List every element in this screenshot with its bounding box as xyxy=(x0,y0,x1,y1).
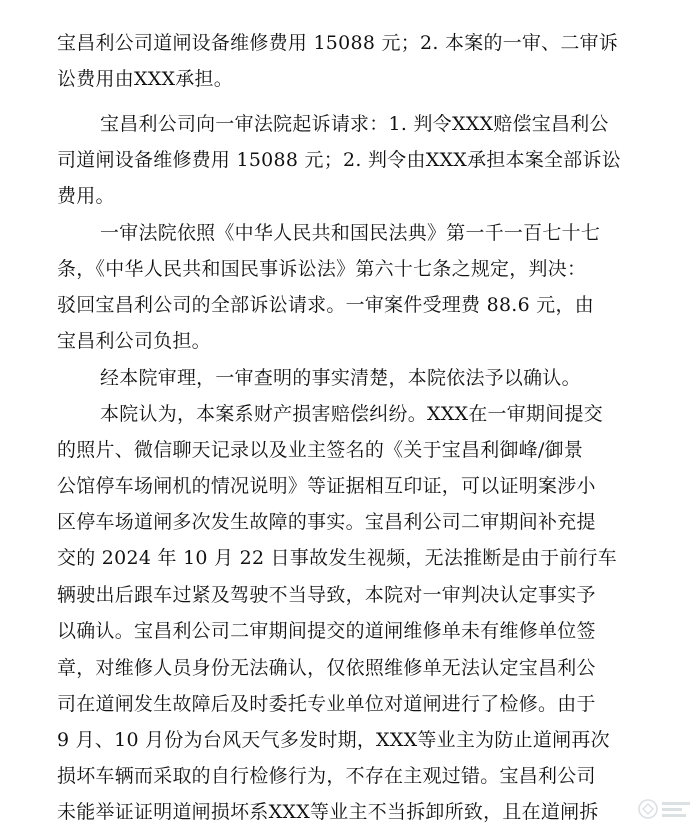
text-line: 条，《中华人民共和国民事诉讼法》第六十七条之规定，判决： xyxy=(57,258,587,280)
text-line: 经本院审理，一审查明的事实清楚，本院依法予以确认。 xyxy=(100,367,581,389)
text-line: 公馆停车场闸机的情况说明》等证据相互印证，可以证明案涉小 xyxy=(57,475,596,497)
text-line: 未能举证证明道闸损坏系XXX等业主不当拆卸所致，且在道闸拆 xyxy=(57,801,599,823)
text-line: 章，对维修人员身份无法确认，仅依照维修单无法认定宝昌利公 xyxy=(57,657,596,679)
text-line: 司道闸设备维修费用 15088 元；2. 判令由XXX承担本案全部诉讼 xyxy=(57,149,622,171)
text-line: 驳回宝昌利公司的全部诉讼请求。一审案件受理费 88.6 元，由 xyxy=(57,294,595,316)
text-line: 9 月、10 月份为台风天气多发时期，XXX等业主为防止道闸再次 xyxy=(57,729,610,751)
text-line: 司在道闸发生故障后及时委托专业单位对道闸进行了检修。由于 xyxy=(57,693,596,715)
text-line: 辆驶出后跟车过紧及驾驶不当导致，本院对一审判决认定事实予 xyxy=(57,584,596,606)
text-line: 的照片、微信聊天记录以及业主签名的《关于宝昌利御峰/御景 xyxy=(57,439,584,461)
text-line: 宝昌利公司负担。 xyxy=(57,330,211,352)
text-line: 讼费用由XXX承担。 xyxy=(57,68,234,90)
text-line: 费用。 xyxy=(57,185,115,207)
text-line: 宝昌利公司向一审法院起诉请求：1. 判令XXX赔偿宝昌利公 xyxy=(100,113,609,135)
text-line: 区停车场道闸多次发生故障的事实。宝昌利公司二审期间补充提 xyxy=(57,511,596,533)
text-line: 以确认。宝昌利公司二审期间提交的道闸维修单未有维修单位签 xyxy=(57,620,596,642)
text-line: 损坏车辆而采取的自行检修行为，不存在主观过错。宝昌利公司 xyxy=(57,765,596,787)
text-line: 宝昌利公司道闸设备维修费用 15088 元；2. 本案的一审、二审诉 xyxy=(57,32,619,54)
text-line: 本院认为，本案系财产损害赔偿纠纷。XXX在一审期间提交 xyxy=(100,403,603,425)
text-line: 交的 2024 年 10 月 22 日事故发生视频，无法推断是由于前行车 xyxy=(57,547,618,569)
watermark-logo xyxy=(636,796,696,822)
text-line: 一审法院依照《中华人民共和国民法典》第一千一百七十七 xyxy=(100,222,601,244)
